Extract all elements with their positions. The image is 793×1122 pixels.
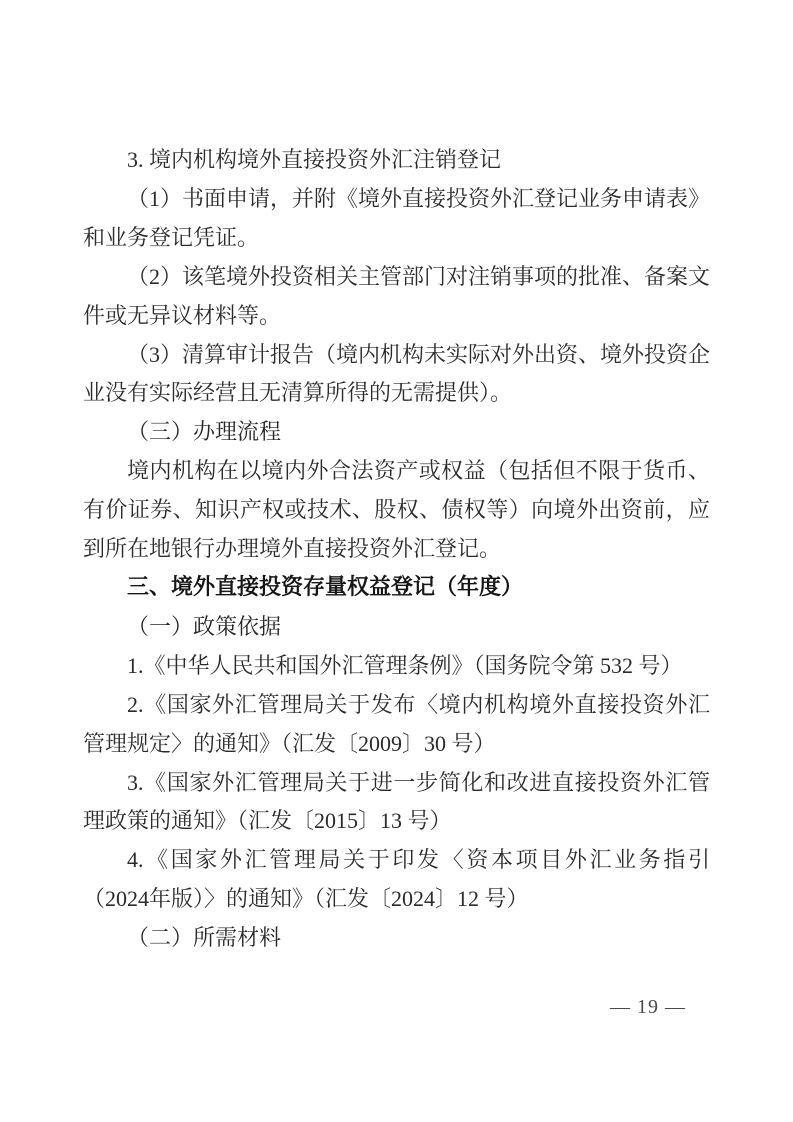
subheading-processing-flow: （三）办理流程 [127, 419, 282, 445]
page-number: — 19 — [610, 996, 686, 1018]
policy-basis-item-3: 3.《国家外汇管理局关于进一步简化和改进直接投资外汇管理政策的通知》（汇发〔2015〕13 号） [83, 769, 710, 834]
policy-basis-item-4: 4.《国家外汇管理局关于印发〈资本项目外汇业务指引（2024年版）〉的通知》（汇发〔2024〕12 号） [83, 847, 710, 912]
section-heading-3: 三、境外直接投资存量权益登记（年度） [127, 574, 524, 600]
policy-basis-item-1: 1.《中华人民共和国外汇管理条例》（国务院令第 532 号） [127, 652, 683, 678]
clause-3-title: 3. 境内机构境外直接投资外汇注销登记 [127, 147, 502, 172]
policy-basis-item-2: 2.《国家外汇管理局关于发布〈境内机构境外直接投资外汇管理规定〉的通知》（汇发〔2009〕30 号） [83, 691, 710, 756]
deregistration-material-3: （3）清算审计报告（境内机构未实际对外出资、境外投资企业没有实际经营且无清算所得的无需提供）。 [83, 341, 711, 406]
processing-flow-description: 境内机构在以境内外合法资产或权益（包括但不限于货币、有价证券、知识产权或技术、股权、债权等）向境外出资前，应到所在地银行办理境外直接投资外汇登记。 [83, 458, 710, 562]
deregistration-material-2: （2）该笔境外投资相关主管部门对注销事项的批准、备案文件或无异议材料等。 [83, 263, 711, 328]
subheading-required-materials: （二）所需材料 [127, 925, 282, 951]
document-body [83, 141, 710, 958]
deregistration-material-1: （1）书面申请，并附《境外直接投资外汇登记业务申请表》和业务登记凭证。 [83, 185, 711, 250]
subheading-policy-basis: （一）政策依据 [127, 613, 282, 639]
